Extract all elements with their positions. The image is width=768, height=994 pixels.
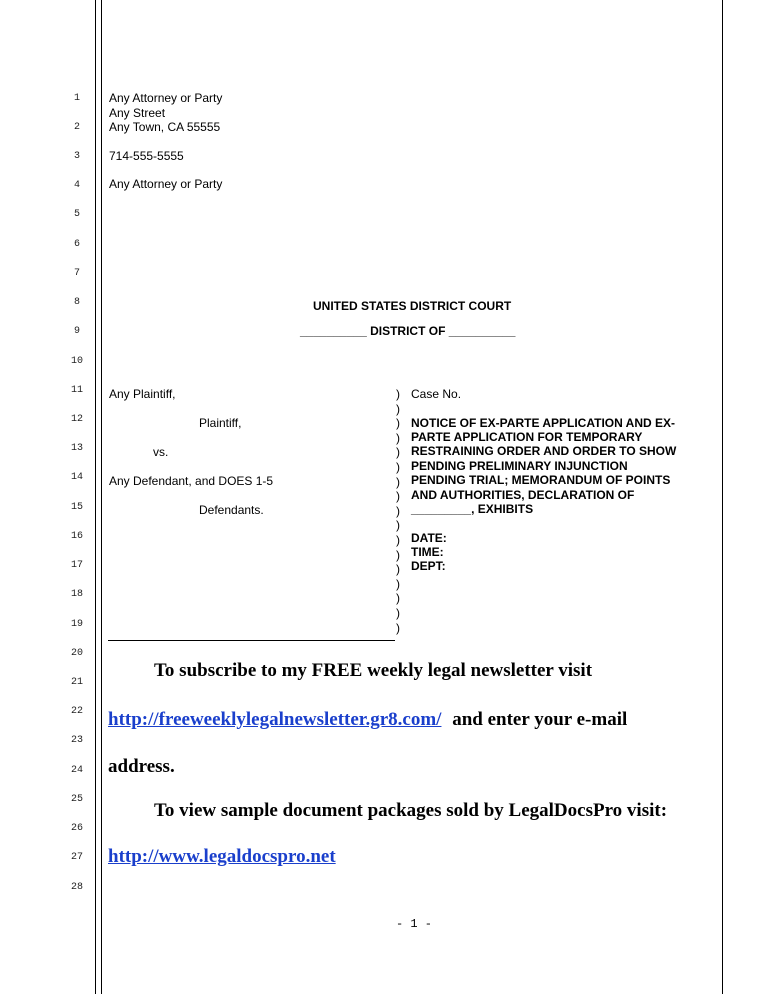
plaintiff-role: Plaintiff,: [199, 416, 242, 430]
line-number: 28: [70, 882, 83, 893]
document-title-line: RESTRAINING ORDER AND ORDER TO SHOW: [411, 444, 677, 458]
document-title-line: PENDING PRELIMINARY INJUNCTION: [411, 459, 628, 473]
paren: ): [396, 489, 400, 504]
line-number: 16: [70, 531, 83, 542]
line-number: 27: [70, 852, 83, 863]
line-number: 22: [70, 706, 83, 717]
attorney-phone: 714-555-5555: [109, 149, 184, 163]
hearing-dept: DEPT:: [411, 559, 446, 573]
left-margin-rule-2: [101, 0, 102, 994]
paren: ): [396, 503, 400, 518]
paren: ): [396, 401, 400, 416]
hearing-time: TIME:: [411, 545, 444, 559]
samples-line: [108, 846, 336, 868]
line-number: 6: [73, 239, 80, 250]
paren: ): [396, 591, 400, 606]
paren: ): [396, 474, 400, 489]
samples-intro: To view sample document packages sold by LegalDocsPro visit:: [154, 800, 668, 821]
line-number: 2: [73, 122, 80, 133]
paren: ): [396, 460, 400, 474]
line-number: 23: [70, 735, 83, 746]
document-title-line: PENDING TRIAL; MEMORANDUM OF POINTS: [411, 473, 671, 487]
paren: ): [396, 387, 400, 401]
newsletter-line: [108, 709, 627, 731]
paren: ): [396, 547, 400, 562]
paren: ): [396, 533, 400, 547]
line-number: 26: [70, 823, 83, 834]
paren: ): [396, 416, 400, 431]
document-title-line: AND AUTHORITIES, DECLARATION OF: [411, 488, 635, 502]
page-number: - 1 -: [396, 917, 433, 931]
plaintiff-name: Any Plaintiff,: [109, 387, 176, 401]
line-number: 24: [70, 765, 83, 776]
document-title-line: _________, EXHIBITS: [411, 502, 534, 516]
line-number: 4: [73, 180, 80, 191]
line-number: 13: [70, 443, 83, 454]
line-number: 7: [73, 268, 80, 279]
hearing-date: DATE:: [411, 531, 447, 545]
left-margin-rule-1: [95, 0, 96, 994]
case-number: Case No.: [411, 387, 462, 401]
line-number: 8: [73, 297, 80, 308]
line-number: 25: [70, 794, 83, 805]
newsletter-intro: To subscribe to my FREE weekly legal newsletter visit: [154, 660, 593, 681]
line-number: 12: [70, 414, 83, 425]
right-margin-rule: [722, 0, 723, 994]
defendant-name: Any Defendant, and DOES 1-5: [109, 474, 274, 488]
paren: ): [396, 620, 400, 635]
versus-label: vs.: [153, 445, 169, 459]
paren: ): [396, 562, 400, 577]
line-number: 19: [70, 619, 83, 630]
defendant-role: Defendants.: [199, 503, 264, 517]
line-number: 11: [70, 385, 83, 396]
line-number: 3: [73, 151, 80, 162]
attorney-city: Any Town, CA 55555: [109, 120, 221, 134]
samples-link[interactable]: http://www.legaldocspro.net: [108, 846, 336, 867]
document-title-line: PARTE APPLICATION FOR TEMPORARY: [411, 430, 643, 444]
line-number: 1: [73, 93, 80, 104]
court-name: UNITED STATES DISTRICT COURT: [313, 299, 512, 313]
court-district: __________ DISTRICT OF __________: [300, 324, 516, 338]
attorney-name: Any Attorney or Party: [109, 91, 223, 105]
line-number: 20: [70, 648, 83, 659]
paren: ): [396, 576, 400, 591]
line-number: 14: [70, 472, 83, 483]
line-number: 18: [70, 589, 83, 600]
attorney-for: Any Attorney or Party: [109, 177, 223, 191]
line-number: 5: [73, 209, 80, 220]
paren: ): [396, 445, 400, 460]
line-number: 10: [70, 356, 83, 367]
line-number: 21: [70, 677, 83, 688]
line-number: 15: [70, 502, 83, 513]
line-number: 17: [70, 560, 83, 571]
newsletter-end: address.: [108, 756, 175, 777]
caption-underline: [108, 640, 395, 641]
newsletter-link[interactable]: http://freeweeklylegalnewsletter.gr8.com/: [108, 709, 442, 730]
document-title-line: NOTICE OF EX-PARTE APPLICATION AND EX-: [411, 416, 676, 430]
paren: ): [396, 430, 400, 445]
line-number: 9: [73, 326, 80, 337]
paren: ): [396, 518, 400, 533]
attorney-street: Any Street: [109, 106, 166, 120]
newsletter-after-link: and enter your e-mail: [452, 709, 628, 730]
paren: ): [396, 606, 400, 620]
